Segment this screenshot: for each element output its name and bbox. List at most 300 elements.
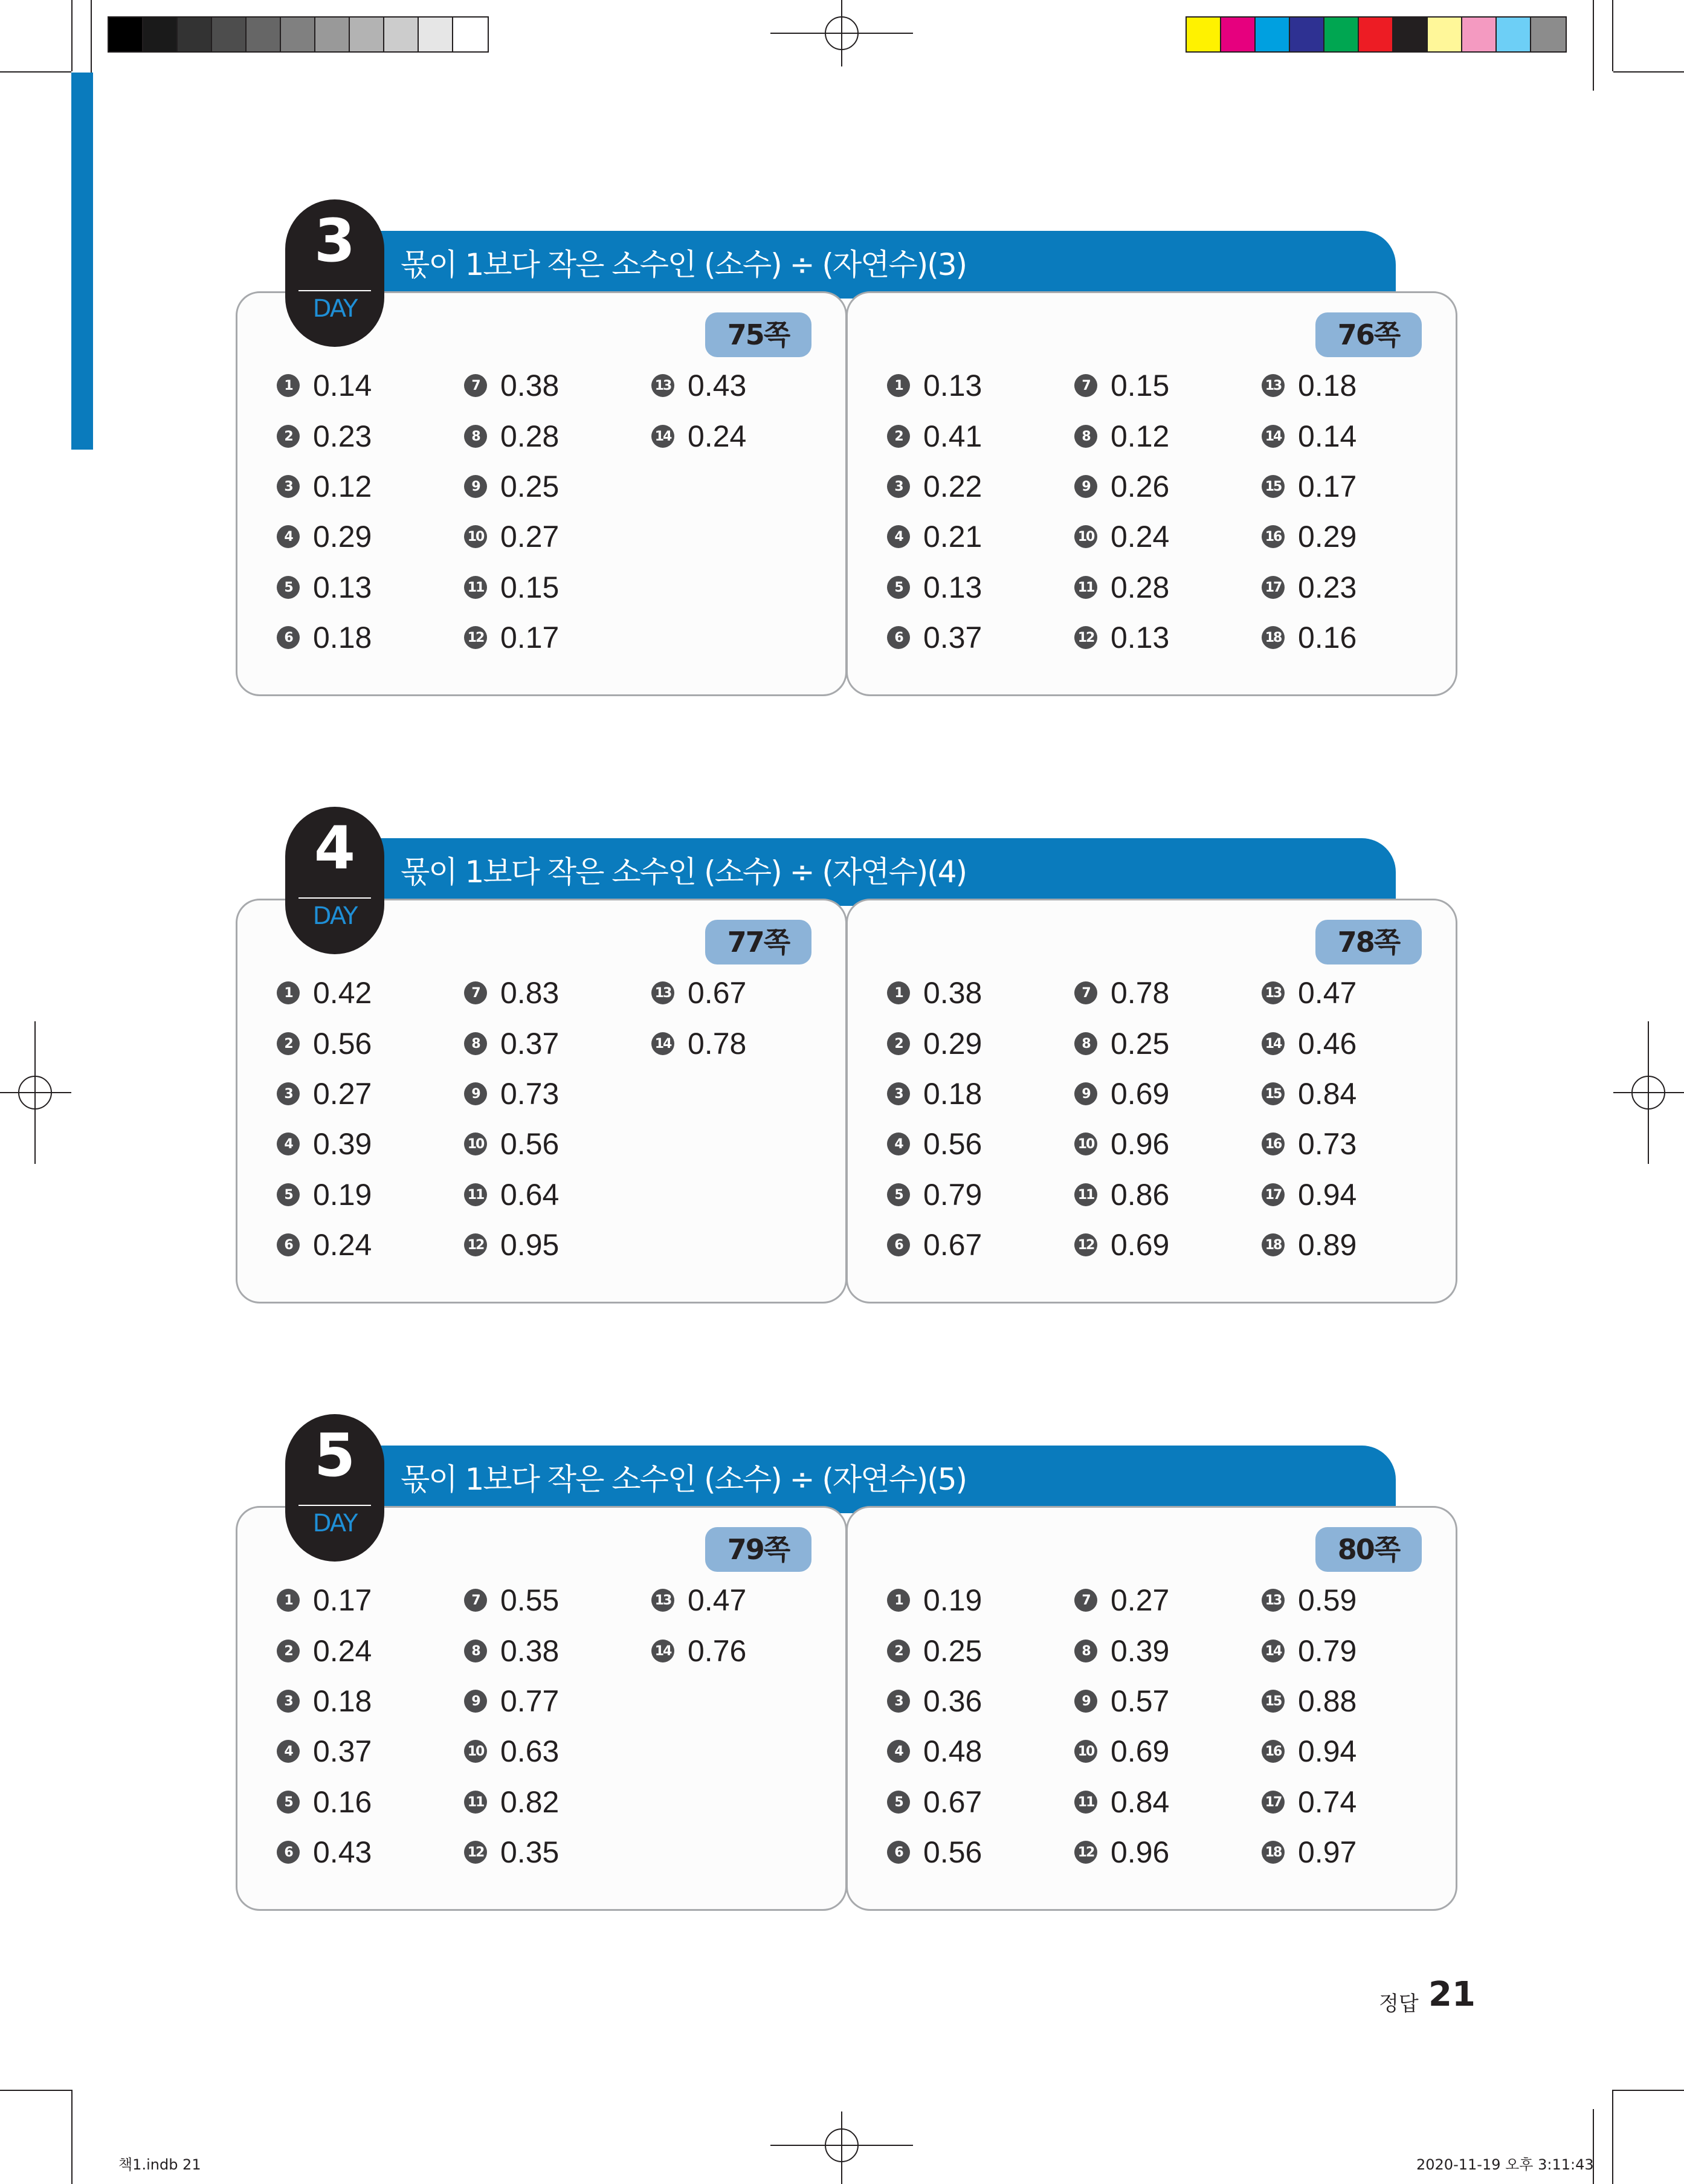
- answer-item: [277, 465, 372, 508]
- answer-item: [1074, 566, 1169, 609]
- answer-value: 0.48: [923, 1734, 982, 1768]
- question-number-badge: 11: [464, 1791, 487, 1814]
- answer-value: 0.67: [923, 1228, 982, 1262]
- question-number-badge: 9: [1074, 1690, 1097, 1713]
- gray-swatch: [350, 18, 384, 51]
- question-number-badge: 18: [1262, 626, 1285, 649]
- question-number-badge: 3: [887, 1690, 910, 1713]
- answer-value: 0.69: [1111, 1734, 1170, 1768]
- answer-item: [464, 364, 559, 407]
- answer-value: 0.96: [1111, 1127, 1170, 1161]
- color-swatch: [1324, 18, 1359, 51]
- answer-item: [277, 972, 372, 1014]
- answer-value: 0.79: [1298, 1634, 1357, 1668]
- answer-value: 0.69: [1111, 1228, 1170, 1262]
- answer-item: [1262, 465, 1357, 508]
- answer-item: [651, 972, 746, 1014]
- question-number-badge: 18: [1262, 1841, 1285, 1864]
- answer-value: 0.46: [1298, 1027, 1357, 1061]
- answer-item: [464, 1224, 559, 1266]
- answer-item: [887, 1123, 982, 1165]
- answer-value: 0.14: [1298, 419, 1357, 453]
- question-number-badge: 11: [464, 576, 487, 599]
- question-number-badge: 10: [1074, 525, 1097, 548]
- answer-value: 0.38: [923, 976, 982, 1010]
- answer-item: [464, 465, 559, 508]
- gray-swatch: [384, 18, 419, 51]
- answer-value: 0.38: [500, 369, 560, 402]
- answer-panel-left: [236, 1506, 847, 1911]
- answer-value: 0.56: [500, 1127, 560, 1161]
- answer-value: 0.13: [923, 369, 982, 402]
- answer-item: [277, 1630, 372, 1672]
- answer-item: [651, 1579, 746, 1621]
- question-number-badge: 12: [1074, 626, 1097, 649]
- gray-swatch: [419, 18, 453, 51]
- question-number-badge: 7: [1074, 374, 1097, 397]
- answer-item: [887, 415, 982, 457]
- question-number-badge: 3: [887, 475, 910, 498]
- question-number-badge: 13: [1262, 374, 1285, 397]
- answer-item: [887, 1174, 982, 1216]
- day-badge: [285, 807, 384, 954]
- answer-item: [277, 1224, 372, 1266]
- answer-item: [1262, 566, 1357, 609]
- answer-panel-right: [846, 291, 1457, 696]
- answer-item: [887, 1680, 982, 1722]
- question-number-badge: 8: [1074, 1032, 1097, 1055]
- color-swatch: [1256, 18, 1290, 51]
- color-swatch: [1531, 18, 1566, 51]
- gray-swatch: [178, 18, 212, 51]
- slug-timestamp: 2020-11-19 오후 3:11:43: [1416, 2156, 1594, 2173]
- day-badge: [285, 1414, 384, 1562]
- answer-item: [1262, 515, 1357, 558]
- answer-item: [277, 1831, 372, 1873]
- answer-section-day-4: [230, 814, 1462, 1322]
- day-number: 5: [314, 1421, 356, 1490]
- answer-value: 0.67: [923, 1785, 982, 1819]
- answer-item: [887, 1023, 982, 1065]
- question-number-badge: 18: [1262, 1233, 1285, 1256]
- answer-value: 0.67: [688, 976, 747, 1010]
- answer-item: [464, 1123, 559, 1165]
- answer-item: [1262, 1174, 1357, 1216]
- answer-item: [464, 616, 559, 659]
- answer-item: [1074, 1831, 1169, 1873]
- answer-value: 0.16: [1298, 621, 1357, 654]
- answer-value: 0.95: [500, 1228, 560, 1262]
- question-number-badge: 2: [277, 1640, 300, 1662]
- answer-item: [1262, 972, 1357, 1014]
- question-number-badge: 15: [1262, 475, 1285, 498]
- color-swatch: [1221, 18, 1256, 51]
- answer-value: 0.89: [1298, 1228, 1357, 1262]
- question-number-badge: 7: [464, 374, 487, 397]
- answer-item: [1262, 1224, 1357, 1266]
- answer-item: [464, 566, 559, 609]
- answer-value: 0.25: [1111, 1027, 1170, 1061]
- answer-item: [1074, 1023, 1169, 1065]
- question-number-badge: 14: [651, 1032, 674, 1055]
- question-number-badge: 6: [277, 626, 300, 649]
- answer-value: 0.14: [313, 369, 372, 402]
- question-number-badge: 4: [277, 1132, 300, 1155]
- answer-item: [464, 1579, 559, 1621]
- answer-item: [1074, 972, 1169, 1014]
- gray-swatch: [453, 18, 488, 51]
- page-tag: 79쪽: [705, 1527, 811, 1572]
- question-number-badge: 14: [1262, 1640, 1285, 1662]
- answer-item: [1262, 616, 1357, 659]
- answer-item: [1262, 1781, 1357, 1823]
- question-number-badge: 5: [277, 1183, 300, 1206]
- answer-value: 0.41: [923, 419, 982, 453]
- answer-value: 0.17: [500, 621, 560, 654]
- answer-panel-left: [236, 291, 847, 696]
- answer-item: [887, 1781, 982, 1823]
- question-number-badge: 12: [1074, 1841, 1097, 1864]
- gray-swatch: [315, 18, 350, 51]
- day-divider: [298, 290, 371, 291]
- question-number-badge: 1: [277, 981, 300, 1004]
- question-number-badge: 14: [651, 1640, 674, 1662]
- question-number-badge: 8: [464, 1640, 487, 1662]
- question-number-badge: 11: [1074, 1183, 1097, 1206]
- answer-value: 0.28: [1111, 570, 1170, 604]
- answer-panel-right: [846, 1506, 1457, 1911]
- answer-value: 0.13: [1111, 621, 1170, 654]
- answer-value: 0.39: [313, 1127, 372, 1161]
- answer-value: 0.27: [500, 520, 560, 554]
- section-title-bar: [338, 231, 1396, 299]
- question-number-badge: 10: [464, 525, 487, 548]
- color-swatch: [1187, 18, 1221, 51]
- question-number-badge: 12: [464, 1233, 487, 1256]
- question-number-badge: 6: [887, 626, 910, 649]
- answer-item: [887, 1630, 982, 1672]
- answer-value: 0.13: [313, 570, 372, 604]
- grayscale-color-bar: [108, 16, 489, 53]
- answer-item: [887, 616, 982, 659]
- answer-value: 0.28: [500, 419, 560, 453]
- answer-value: 0.83: [500, 976, 560, 1010]
- answer-item: [464, 1073, 559, 1115]
- answer-value: 0.18: [923, 1077, 982, 1111]
- answer-item: [887, 364, 982, 407]
- answer-value: 0.21: [923, 520, 982, 554]
- answer-panel-left: [236, 899, 847, 1304]
- question-number-badge: 10: [464, 1132, 487, 1155]
- answer-item: [1074, 1224, 1169, 1266]
- answer-value: 0.22: [923, 470, 982, 503]
- color-swatch: [1428, 18, 1462, 51]
- answer-value: 0.56: [923, 1127, 982, 1161]
- answer-item: [651, 1630, 746, 1672]
- answer-item: [1074, 1073, 1169, 1115]
- question-number-badge: 9: [464, 1690, 487, 1713]
- answer-value: 0.86: [1111, 1178, 1170, 1212]
- answer-item: [651, 364, 746, 407]
- answer-value: 0.25: [500, 470, 560, 503]
- question-number-badge: 6: [887, 1841, 910, 1864]
- answer-value: 0.94: [1298, 1178, 1357, 1212]
- question-number-badge: 14: [1262, 1032, 1285, 1055]
- question-number-badge: 4: [277, 1740, 300, 1763]
- answer-item: [887, 972, 982, 1014]
- answer-value: 0.77: [500, 1684, 560, 1718]
- answer-value: 0.35: [500, 1835, 560, 1869]
- answer-value: 0.47: [688, 1583, 747, 1617]
- answer-item: [1074, 465, 1169, 508]
- answer-item: [277, 1730, 372, 1772]
- answer-value: 0.63: [500, 1734, 560, 1768]
- answer-value: 0.78: [688, 1027, 747, 1061]
- answer-item: [277, 1023, 372, 1065]
- question-number-badge: 15: [1262, 1082, 1285, 1105]
- question-number-badge: 8: [464, 1032, 487, 1055]
- answer-item: [1074, 1630, 1169, 1672]
- answer-item: [277, 1174, 372, 1216]
- answer-value: 0.84: [1298, 1077, 1357, 1111]
- answer-value: 0.16: [313, 1785, 372, 1819]
- answer-value: 0.43: [688, 369, 747, 402]
- answer-value: 0.82: [500, 1785, 560, 1819]
- answer-value: 0.42: [313, 976, 372, 1010]
- gray-swatch: [109, 18, 143, 51]
- gray-swatch: [247, 18, 281, 51]
- question-number-badge: 3: [277, 1690, 300, 1713]
- question-number-badge: 7: [464, 1589, 487, 1612]
- page-tag: 76쪽: [1315, 312, 1422, 357]
- question-number-badge: 4: [887, 1132, 910, 1155]
- answer-item: [1262, 1073, 1357, 1115]
- question-number-badge: 2: [887, 1640, 910, 1662]
- answer-value: 0.36: [923, 1684, 982, 1718]
- answer-item: [887, 566, 982, 609]
- answer-section-day-5: [230, 1421, 1462, 1929]
- answer-item: [464, 415, 559, 457]
- answer-value: 0.27: [1111, 1583, 1170, 1617]
- question-number-badge: 13: [651, 981, 674, 1004]
- question-number-badge: 7: [1074, 1589, 1097, 1612]
- question-number-badge: 4: [887, 525, 910, 548]
- answer-item: [1262, 1680, 1357, 1722]
- question-number-badge: 17: [1262, 576, 1285, 599]
- answer-item: [1262, 1630, 1357, 1672]
- answer-value: 0.43: [313, 1835, 372, 1869]
- answer-value: 0.24: [313, 1228, 372, 1262]
- question-number-badge: 15: [1262, 1690, 1285, 1713]
- question-number-badge: 6: [277, 1841, 300, 1864]
- answer-value: 0.79: [923, 1178, 982, 1212]
- answer-item: [887, 1579, 982, 1621]
- question-number-badge: 1: [887, 981, 910, 1004]
- answer-item: [277, 415, 372, 457]
- question-number-badge: 4: [277, 525, 300, 548]
- color-swatch: [1290, 18, 1324, 51]
- question-number-badge: 4: [887, 1740, 910, 1763]
- answer-item: [887, 465, 982, 508]
- answer-item: [1262, 1023, 1357, 1065]
- answer-value: 0.59: [1298, 1583, 1357, 1617]
- color-swatch: [1497, 18, 1531, 51]
- question-number-badge: 6: [887, 1233, 910, 1256]
- answer-value: 0.37: [313, 1734, 372, 1768]
- answer-item: [1262, 1123, 1357, 1165]
- question-number-badge: 2: [887, 425, 910, 448]
- answer-value: 0.29: [1298, 520, 1357, 554]
- answer-section-day-3: [230, 207, 1462, 714]
- answer-item: [277, 1123, 372, 1165]
- day-label: DAY: [312, 1510, 357, 1537]
- slug-file: 책1.indb 21: [118, 2156, 201, 2173]
- question-number-badge: 10: [1074, 1132, 1097, 1155]
- day-number: 4: [314, 814, 356, 883]
- answer-value: 0.15: [1111, 369, 1170, 402]
- answer-panel-right: [846, 899, 1457, 1304]
- answer-item: [277, 1579, 372, 1621]
- answer-value: 0.26: [1111, 470, 1170, 503]
- answer-value: 0.24: [688, 419, 747, 453]
- answer-value: 0.17: [313, 1583, 372, 1617]
- answer-value: 0.18: [1298, 369, 1357, 402]
- answer-item: [1074, 616, 1169, 659]
- answer-value: 0.23: [1298, 570, 1357, 604]
- answer-item: [277, 364, 372, 407]
- question-number-badge: 17: [1262, 1183, 1285, 1206]
- answer-item: [887, 515, 982, 558]
- question-number-badge: 5: [277, 576, 300, 599]
- answer-value: 0.96: [1111, 1835, 1170, 1869]
- question-number-badge: 10: [1074, 1740, 1097, 1763]
- process-color-bar: [1186, 16, 1567, 53]
- footer-label: 정답: [1379, 1992, 1419, 2016]
- question-number-badge: 13: [1262, 981, 1285, 1004]
- question-number-badge: 1: [277, 1589, 300, 1612]
- question-number-badge: 2: [277, 1032, 300, 1055]
- page-tag: 75쪽: [705, 312, 811, 357]
- answer-item: [1074, 1730, 1169, 1772]
- answer-item: [1074, 1781, 1169, 1823]
- answer-value: 0.37: [500, 1027, 560, 1061]
- question-number-badge: 9: [464, 475, 487, 498]
- answer-item: [277, 1073, 372, 1115]
- section-title: 몫이 1보다 작은 소수인 (소수) ÷ (자연수)(3): [401, 247, 967, 282]
- answer-item: [464, 1781, 559, 1823]
- question-number-badge: 9: [1074, 1082, 1097, 1105]
- answer-item: [887, 1073, 982, 1115]
- answer-value: 0.74: [1298, 1785, 1357, 1819]
- answer-value: 0.18: [313, 621, 372, 654]
- page-tag: 80쪽: [1315, 1527, 1422, 1572]
- question-number-badge: 13: [651, 1589, 674, 1612]
- answer-value: 0.37: [923, 621, 982, 654]
- question-number-badge: 2: [887, 1032, 910, 1055]
- question-number-badge: 8: [464, 425, 487, 448]
- answer-value: 0.12: [313, 470, 372, 503]
- answer-item: [1074, 1123, 1169, 1165]
- answer-item: [1074, 415, 1169, 457]
- question-number-badge: 13: [651, 374, 674, 397]
- answer-value: 0.19: [313, 1178, 372, 1212]
- answer-item: [651, 415, 746, 457]
- question-number-badge: 9: [1074, 475, 1097, 498]
- question-number-badge: 16: [1262, 1740, 1285, 1763]
- answer-value: 0.55: [500, 1583, 560, 1617]
- color-swatch: [1462, 18, 1497, 51]
- answer-item: [887, 1831, 982, 1873]
- question-number-badge: 5: [887, 576, 910, 599]
- answer-value: 0.88: [1298, 1684, 1357, 1718]
- answer-item: [1074, 515, 1169, 558]
- page-side-tab: [71, 73, 93, 450]
- answer-value: 0.15: [500, 570, 560, 604]
- answer-value: 0.73: [500, 1077, 560, 1111]
- answer-value: 0.69: [1111, 1077, 1170, 1111]
- question-number-badge: 3: [277, 1082, 300, 1105]
- answer-value: 0.38: [500, 1634, 560, 1668]
- day-label: DAY: [312, 902, 357, 930]
- answer-value: 0.97: [1298, 1835, 1357, 1869]
- question-number-badge: 5: [887, 1791, 910, 1814]
- answer-item: [464, 1831, 559, 1873]
- answer-item: [1074, 1579, 1169, 1621]
- answer-value: 0.73: [1298, 1127, 1357, 1161]
- answer-item: [277, 1680, 372, 1722]
- answer-item: [464, 1630, 559, 1672]
- answer-item: [277, 566, 372, 609]
- answer-item: [1262, 1579, 1357, 1621]
- answer-item: [1074, 364, 1169, 407]
- answer-item: [464, 1680, 559, 1722]
- answer-item: [1262, 364, 1357, 407]
- answer-item: [1262, 415, 1357, 457]
- answer-item: [1074, 1174, 1169, 1216]
- answer-value: 0.19: [923, 1583, 982, 1617]
- answer-value: 0.24: [1111, 520, 1170, 554]
- section-title: 몫이 1보다 작은 소수인 (소수) ÷ (자연수)(4): [401, 855, 967, 890]
- answer-value: 0.57: [1111, 1684, 1170, 1718]
- page-tag: 77쪽: [705, 920, 811, 964]
- answer-value: 0.17: [1298, 470, 1357, 503]
- answer-value: 0.94: [1298, 1734, 1357, 1768]
- question-number-badge: 16: [1262, 525, 1285, 548]
- question-number-badge: 16: [1262, 1132, 1285, 1155]
- question-number-badge: 3: [887, 1082, 910, 1105]
- question-number-badge: 12: [1074, 1233, 1097, 1256]
- question-number-badge: 12: [464, 626, 487, 649]
- question-number-badge: 3: [277, 475, 300, 498]
- answer-value: 0.18: [313, 1684, 372, 1718]
- answer-value: 0.23: [313, 419, 372, 453]
- answer-item: [464, 972, 559, 1014]
- question-number-badge: 12: [464, 1841, 487, 1864]
- section-title: 몫이 1보다 작은 소수인 (소수) ÷ (자연수)(5): [401, 1462, 967, 1497]
- question-number-badge: 7: [464, 981, 487, 1004]
- answer-item: [887, 1224, 982, 1266]
- answer-value: 0.47: [1298, 976, 1357, 1010]
- day-number: 3: [314, 207, 356, 276]
- day-label: DAY: [312, 295, 357, 323]
- answer-item: [277, 1781, 372, 1823]
- question-number-badge: 13: [1262, 1589, 1285, 1612]
- answer-value: 0.24: [313, 1634, 372, 1668]
- answer-value: 0.76: [688, 1634, 747, 1668]
- day-divider: [298, 897, 371, 899]
- section-title-bar: [338, 1446, 1396, 1513]
- question-number-badge: 17: [1262, 1791, 1285, 1814]
